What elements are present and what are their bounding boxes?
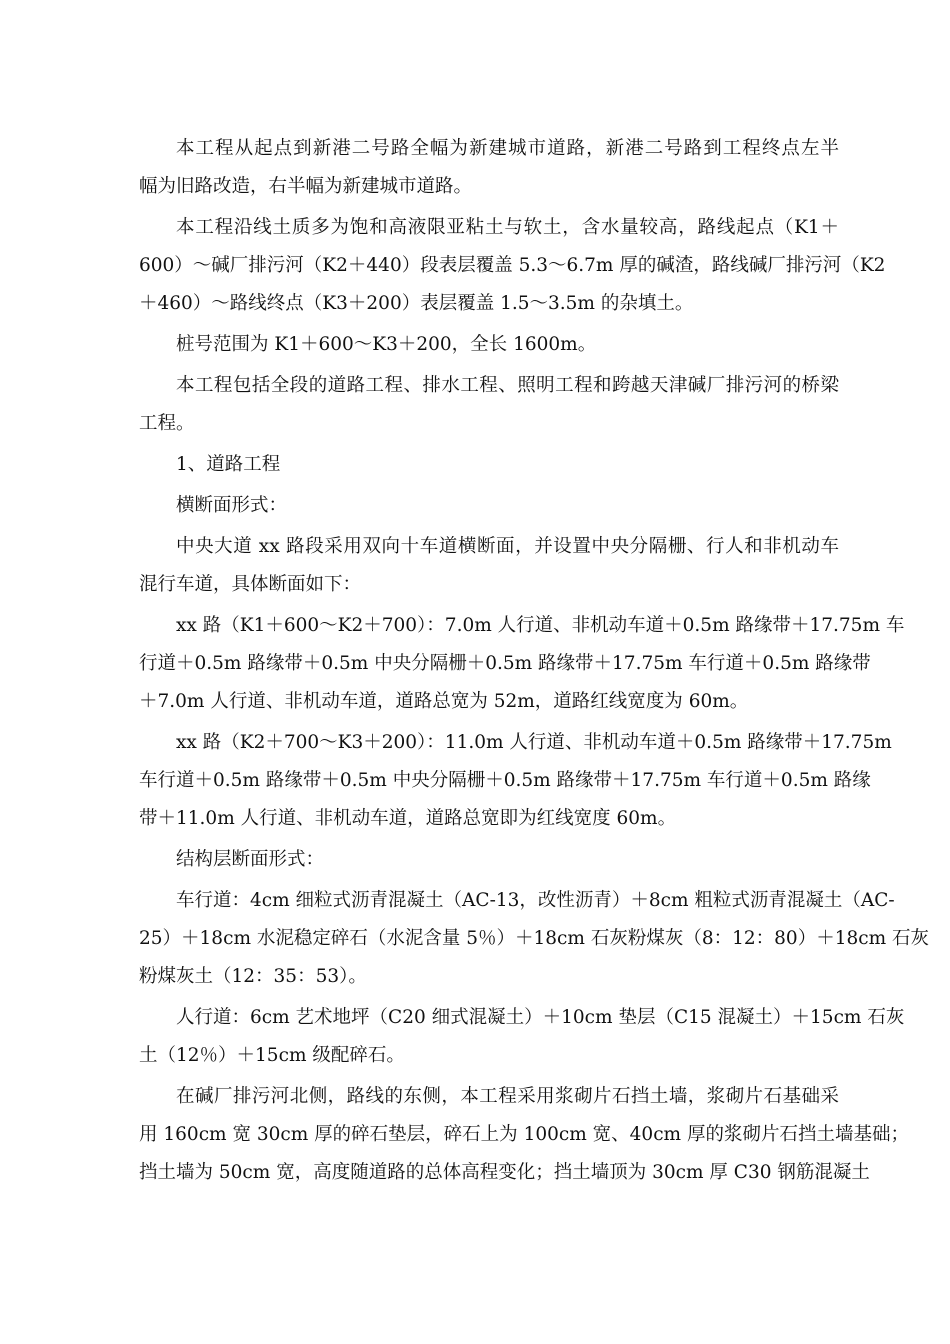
document-body bbox=[139, 130, 930, 1195]
paragraph-line: xx 路（K1＋600～K2＋700）：7.0m 人行道、非机动车道＋0.5m 路缘带＋17.75m 车 bbox=[176, 615, 905, 636]
paragraph-line: 桩号范围为 K1＋600～K3＋200，全长 1600m。 bbox=[176, 334, 597, 355]
paragraph bbox=[139, 1078, 909, 1192]
paragraph-line: ＋7.0m 人行道、非机动车道，道路总宽为 52m，道路红线宽度为 60m。 bbox=[139, 691, 749, 712]
paragraph-line: 粉煤灰土（12：35：53）。 bbox=[139, 966, 367, 987]
paragraph-line: 中央大道 xx 路段采用双向十车道横断面，并设置中央分隔栅、行人和非机动车 bbox=[176, 536, 839, 557]
paragraph-line: 行道＋0.5m 路缘带＋0.5m 中央分隔栅＋0.5m 路缘带＋17.75m 车行道＋0.5m 路缘带 bbox=[139, 653, 871, 674]
paragraph-line: 混行车道，具体断面如下： bbox=[139, 574, 362, 595]
paragraph bbox=[139, 446, 839, 484]
paragraph-line: 车行道＋0.5m 路缘带＋0.5m 中央分隔栅＋0.5m 路缘带＋17.75m 车行道＋0.5m 路缘 bbox=[139, 770, 871, 791]
paragraph-line: 1、道路工程 bbox=[176, 454, 281, 475]
paragraph-line: 本工程包括全段的道路工程、排水工程、照明工程和跨越天津碱厂排污河的桥梁 bbox=[176, 375, 839, 396]
paragraph bbox=[139, 841, 839, 879]
paragraph bbox=[139, 326, 839, 364]
paragraph-line: 25）＋18cm 水泥稳定碎石（水泥含量 5％）＋18cm 石灰粉煤灰（8：12：80）＋18cm 石灰 bbox=[139, 928, 930, 949]
paragraph bbox=[139, 999, 905, 1075]
paragraph bbox=[139, 367, 839, 443]
paragraph bbox=[139, 607, 905, 721]
paragraph-line: 车行道：4cm 细粒式沥青混凝土（AC-13，改性沥青）＋8cm 粗粒式沥青混凝土（AC- bbox=[176, 890, 895, 911]
paragraph-line: 挡土墙为 50cm 宽，高度随道路的总体高程变化；挡土墙顶为 30cm 厚 C30 钢筋混凝土 bbox=[139, 1162, 870, 1183]
paragraph bbox=[139, 528, 839, 604]
paragraph-line: 幅为旧路改造，右半幅为新建城市道路。 bbox=[139, 176, 473, 197]
paragraph bbox=[139, 882, 930, 996]
paragraph-line: 600）～碱厂排污河（K2＋440）段表层覆盖 5.3～6.7m 厚的碱渣，路线碱厂排污河（K2 bbox=[139, 255, 886, 276]
paragraph-line: 人行道：6cm 艺术地坪（C20 细式混凝土）＋10cm 垫层（C15 混凝土）＋15cm 石灰 bbox=[176, 1007, 905, 1028]
paragraph bbox=[139, 209, 886, 323]
paragraph-line: ＋460）～路线终点（K3＋200）表层覆盖 1.5～3.5m 的杂填土。 bbox=[139, 293, 694, 314]
paragraph-line: 土（12％）＋15cm 级配碎石。 bbox=[139, 1045, 405, 1066]
paragraph bbox=[139, 130, 839, 206]
paragraph bbox=[139, 724, 892, 838]
paragraph-line: 用 160cm 宽 30cm 厚的碎石垫层，碎石上为 100cm 宽、40cm 厚的浆砌片石挡土墙基础； bbox=[139, 1124, 909, 1145]
paragraph-line: 结构层断面形式： bbox=[176, 849, 325, 870]
paragraph-line: 横断面形式： bbox=[176, 495, 288, 516]
paragraph-line: 工程。 bbox=[139, 413, 195, 434]
paragraph-line: xx 路（K2＋700～K3＋200）：11.0m 人行道、非机动车道＋0.5m 路缘带＋17.75m bbox=[176, 732, 892, 753]
paragraph-line: 在碱厂排污河北侧，路线的东侧，本工程采用浆砌片石挡土墙，浆砌片石基础采 bbox=[176, 1086, 839, 1107]
paragraph-line: 本工程沿线土质多为饱和高液限亚粘土与软土，含水量较高，路线起点（K1＋ bbox=[176, 217, 839, 238]
paragraph bbox=[139, 487, 839, 525]
paragraph-line: 本工程从起点到新港二号路全幅为新建城市道路，新港二号路到工程终点左半 bbox=[176, 138, 839, 159]
paragraph-line: 带＋11.0m 人行道、非机动车道，道路总宽即为红线宽度 60m。 bbox=[139, 808, 677, 829]
